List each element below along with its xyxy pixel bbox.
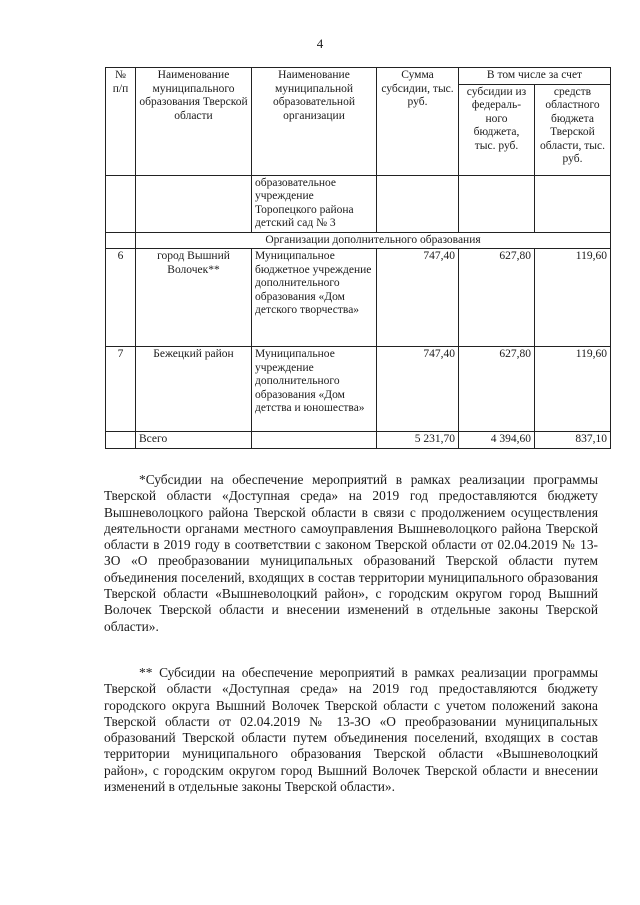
- cell-municipality: Бежецкий район: [136, 347, 252, 432]
- table-total-row: [106, 432, 611, 449]
- header-sum: Сумма субсидии, тыс. руб.: [377, 68, 459, 176]
- table-row: [106, 249, 611, 347]
- cell-regional: 119,60: [535, 347, 611, 432]
- cell-federal: 627,80: [459, 249, 535, 347]
- header-num: № п/п: [106, 68, 136, 176]
- cell-municipality: город Вышний Волочек**: [136, 249, 252, 347]
- header-federal: субсидии из федераль-ного бюджета, тыс. руб.: [459, 84, 535, 175]
- cell-organization: образовательное учреждение Торопецкого района детский сад № 3: [252, 175, 377, 232]
- cell-organization: Муниципальное бюджетное учреждение дополнительного образования «Дом детского творчества»: [252, 249, 377, 347]
- total-federal: 4 394,60: [459, 432, 535, 449]
- cell-organization: Муниципальное учреждение дополнительного образования «Дом детства и юношества»: [252, 347, 377, 432]
- cell-sum: 747,40: [377, 347, 459, 432]
- table-section-row: [106, 232, 611, 249]
- total-regional: 837,10: [535, 432, 611, 449]
- table-header-row: [106, 68, 611, 85]
- footnote-2: [104, 665, 598, 795]
- total-label: Всего: [136, 432, 252, 449]
- section-title: Организации дополнительного образования: [136, 232, 611, 249]
- header-regional: средств областного бюджета Тверской области, тыс. руб.: [535, 84, 611, 175]
- table-row-continuation: [106, 175, 611, 232]
- total-sum: 5 231,70: [377, 432, 459, 449]
- cell-num: 7: [106, 347, 136, 432]
- footnote-2-text: ** Субсидии на обеспечение мероприятий в рамках реализации программы Тверской области «Доступная среда» на 2019 год предоставляются бюджету городского округа Вышний Волочек Тверской области с учетом положений закона Тверской области от 02.04.2019 № 13-ЗО «О преобразовании муниципальных образований Тверской области путем объединения поселений, входящих в состав территории муниципального образования Тверской области «Вышневолоцкий район», с городским округом город Вышний Волочек Тверской области и внесении изменений в отдельные законы Тверской области».: [104, 665, 598, 795]
- page-number: 4: [316, 36, 324, 51]
- cell-federal: 627,80: [459, 347, 535, 432]
- header-municipality: Наименование муниципального образования Тверской области: [136, 68, 252, 176]
- cell-sum: 747,40: [377, 249, 459, 347]
- footnote-1: [104, 472, 598, 635]
- table-row: [106, 347, 611, 432]
- header-organization: Наименование муниципальной образовательной организации: [252, 68, 377, 176]
- subsidy-table: [105, 67, 611, 449]
- footnote-1-text: *Субсидии на обеспечение мероприятий в рамках реализации программы Тверской области «Доступная среда» на 2019 год предоставляются бюджету Вышневолоцкого района Тверской области в связи с продолжением осуществления деятельности органами местного самоуправления Вышневолоцкого района Тверской области в 2019 году в соответствии с законом Тверской области от 02.04.2019 № 13-ЗО «О преобразовании муниципальных образований Тверской области путем объединения поселений, входящих в состав территории муниципального образования Тверской области «Вышневолоцкий район», с городским округом город Вышний Волочек Тверской области и внесении изменений в отдельные законы Тверской области».: [104, 472, 598, 634]
- cell-regional: 119,60: [535, 249, 611, 347]
- header-including: В том числе за счет: [459, 68, 611, 85]
- cell-num: 6: [106, 249, 136, 347]
